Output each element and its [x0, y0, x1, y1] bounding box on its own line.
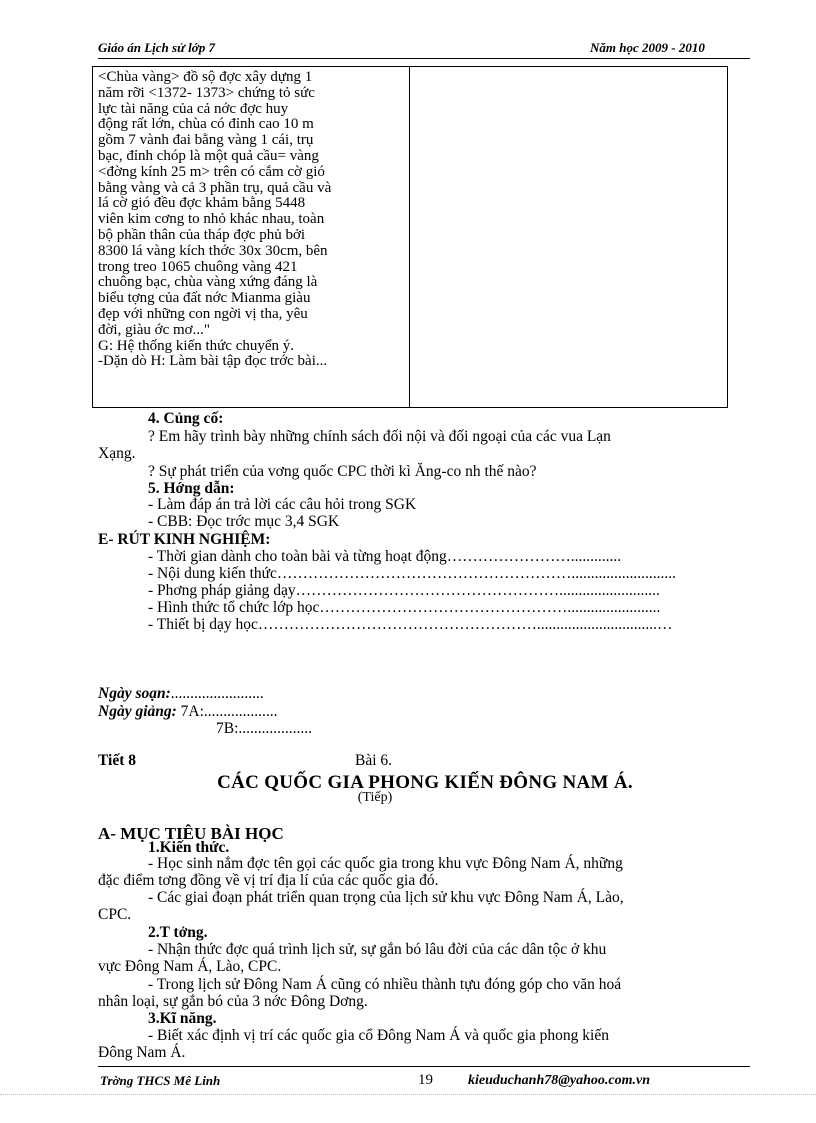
ngay-giang-label: Ngày giảng: [98, 703, 177, 720]
table-left-cell [98, 70, 404, 370]
page-bottom-rule [0, 1094, 816, 1095]
header-left: Giáo án Lịch sử lớp 7 [98, 40, 215, 55]
ki-nang-1-line2: Đông Nam Á. [98, 1044, 186, 1061]
table-line: viên kim cơng to nhỏ khác nhau, toàn [98, 211, 325, 228]
table-line: lá cờ gió đều đợc khảm bằng 5448 [98, 195, 306, 212]
huong-dan-item: - CBB: Đọc trớc mục 3,4 SGK [148, 513, 340, 530]
footer-email: kieuduchanh78@yahoo.com.vn [468, 1073, 650, 1088]
tu-tuong-heading: 2.T tởng. [148, 924, 208, 941]
table-line: bằng vàng và cả 3 phần trụ, quả cầu và [98, 179, 332, 196]
kien-thuc-1-line2: đặc điểm tơng đồng về vị trí địa lí của các quốc gia đó. [98, 872, 439, 889]
header-right: Năm học 2009 - 2010 [590, 40, 705, 55]
header-rule [98, 58, 750, 59]
rkn-item: - Thời gian dành cho toàn bài và từng hoạt động……………………............. [148, 548, 622, 565]
table-divider [409, 67, 410, 407]
ngay-giang-7a: 7A:................... [176, 703, 278, 720]
table-line: -Dặn dò H: Làm bài tập đọc trớc bài... [98, 353, 328, 370]
ki-nang-heading: 3.Kĩ năng. [148, 1010, 217, 1027]
table-line: bộ phần thân của tháp đợc phủ bởi [98, 226, 306, 243]
tu-tuong-1-line2: vực Đông Nam Á, Lào, CPC. [98, 958, 282, 975]
huong-dan-item: - Làm đáp án trả lời các câu hỏi trong SGK [148, 496, 417, 513]
page-number: 19 [418, 1072, 433, 1088]
table-line: đời, giàu ớc mơ..." [98, 321, 210, 338]
table-line: chuông bạc, chùa vàng xứng đáng là [98, 274, 318, 291]
ngay-giang-7b: 7B:................... [216, 720, 313, 737]
lesson-table [92, 66, 728, 408]
table-line: bạc, đỉnh chóp là một quả cầu= vàng [98, 147, 319, 164]
footer-rule [98, 1066, 750, 1067]
ngay-soan [98, 686, 264, 702]
tu-tuong-2-line1: - Trong lịch sử Đông Nam Á cũng có nhiều thành tựu đóng góp cho văn hoá [148, 976, 622, 993]
rkn-item: - Thiết bị dạy học………………………………………………...............................… [148, 616, 673, 633]
huong-dan-heading: 5. Hớng dẫn: [148, 480, 235, 497]
bai-number: Bài 6. [355, 752, 393, 769]
cung-co-heading: 4. Củng cố: [148, 410, 224, 427]
footer-school: Trờng THCS Mê Linh [100, 1073, 221, 1088]
table-line: <đờng kính 25 m> trên có cắm cờ gió [98, 163, 325, 180]
rkn-item: - Hình thức tổ chức lớp học…………………………………………........................ [148, 599, 661, 616]
ngay-soan-dots: ........................ [170, 685, 264, 702]
ngay-giang [98, 704, 278, 720]
table-line: gồm 7 vành đai bằng vàng 1 cái, trụ [98, 132, 314, 149]
rut-kinh-nghiem-heading: E- RÚT KINH NGHIỆM: [98, 531, 271, 548]
cung-co-q2: ? Sự phát triển của vơng quốc CPC thời kì Ăng-co nh thế nào? [148, 463, 537, 480]
table-line: trong treo 1065 chuông vàng 421 [98, 258, 298, 275]
lesson-title: CÁC QUỐC GIA PHONG KIẾN ĐÔNG NAM Á. [217, 772, 633, 793]
table-line: động rất lớn, chùa có đỉnh cao 10 m [98, 116, 314, 133]
table-line: 8300 lá vàng kích thớc 30x 30cm, bên [98, 242, 328, 259]
rkn-item: - Nội dung kiến thức…………………………………………………........................... [148, 565, 677, 582]
kien-thuc-heading: 1.Kiến thức. [148, 839, 230, 856]
table-line: đẹp với những con ngời vị tha, yêu [98, 305, 308, 322]
muc-tieu-heading: A- MỤC TIÊU BÀI HỌC [98, 824, 284, 843]
cung-co-q1-line1: ? Em hãy trình bày những chính sách đối nội và đối ngoại của các vua Lạn [148, 428, 611, 445]
tu-tuong-1-line1: - Nhận thức đợc quá trình lịch sử, sự gắn bó lâu đời của các dân tộc ở khu [148, 941, 607, 958]
table-line: G: Hệ thống kiến thức chuyển ý. [98, 337, 295, 354]
kien-thuc-2-line2: CPC. [98, 906, 132, 923]
lesson-subtitle: (Tiếp) [357, 790, 393, 805]
table-line: năm rỡi <1372- 1373> chứng tỏ sức [98, 84, 315, 101]
table-line: lực tài năng của cả nớc đợc huy [98, 100, 289, 117]
rkn-item: - Phơng pháp giảng dạy…………………………………………….......................... [148, 582, 660, 599]
tu-tuong-2-line2: nhân loại, sự gắn bó của 3 nớc Đông Dơng. [98, 993, 368, 1010]
ngay-soan-label: Ngày soạn: [98, 685, 171, 702]
cung-co-q1-line2: Xạng. [98, 445, 136, 462]
kien-thuc-2-line1: - Các giai đoạn phát triển quan trọng của lịch sử khu vực Đông Nam Á, Lào, [148, 889, 624, 906]
tiet-number: Tiết 8 [98, 752, 137, 769]
table-line: <Chùa vàng> đồ sộ đợc xây dựng 1 [98, 69, 313, 85]
kien-thuc-1-line1: - Học sinh nắm đợc tên gọi các quốc gia trong khu vực Đông Nam Á, những [148, 855, 623, 872]
ki-nang-1-line1: - Biết xác định vị trí các quốc gia cổ Đông Nam Á và quốc gia phong kiến [148, 1027, 609, 1044]
table-line: biểu tợng của đất nớc Mianma giàu [98, 290, 311, 307]
